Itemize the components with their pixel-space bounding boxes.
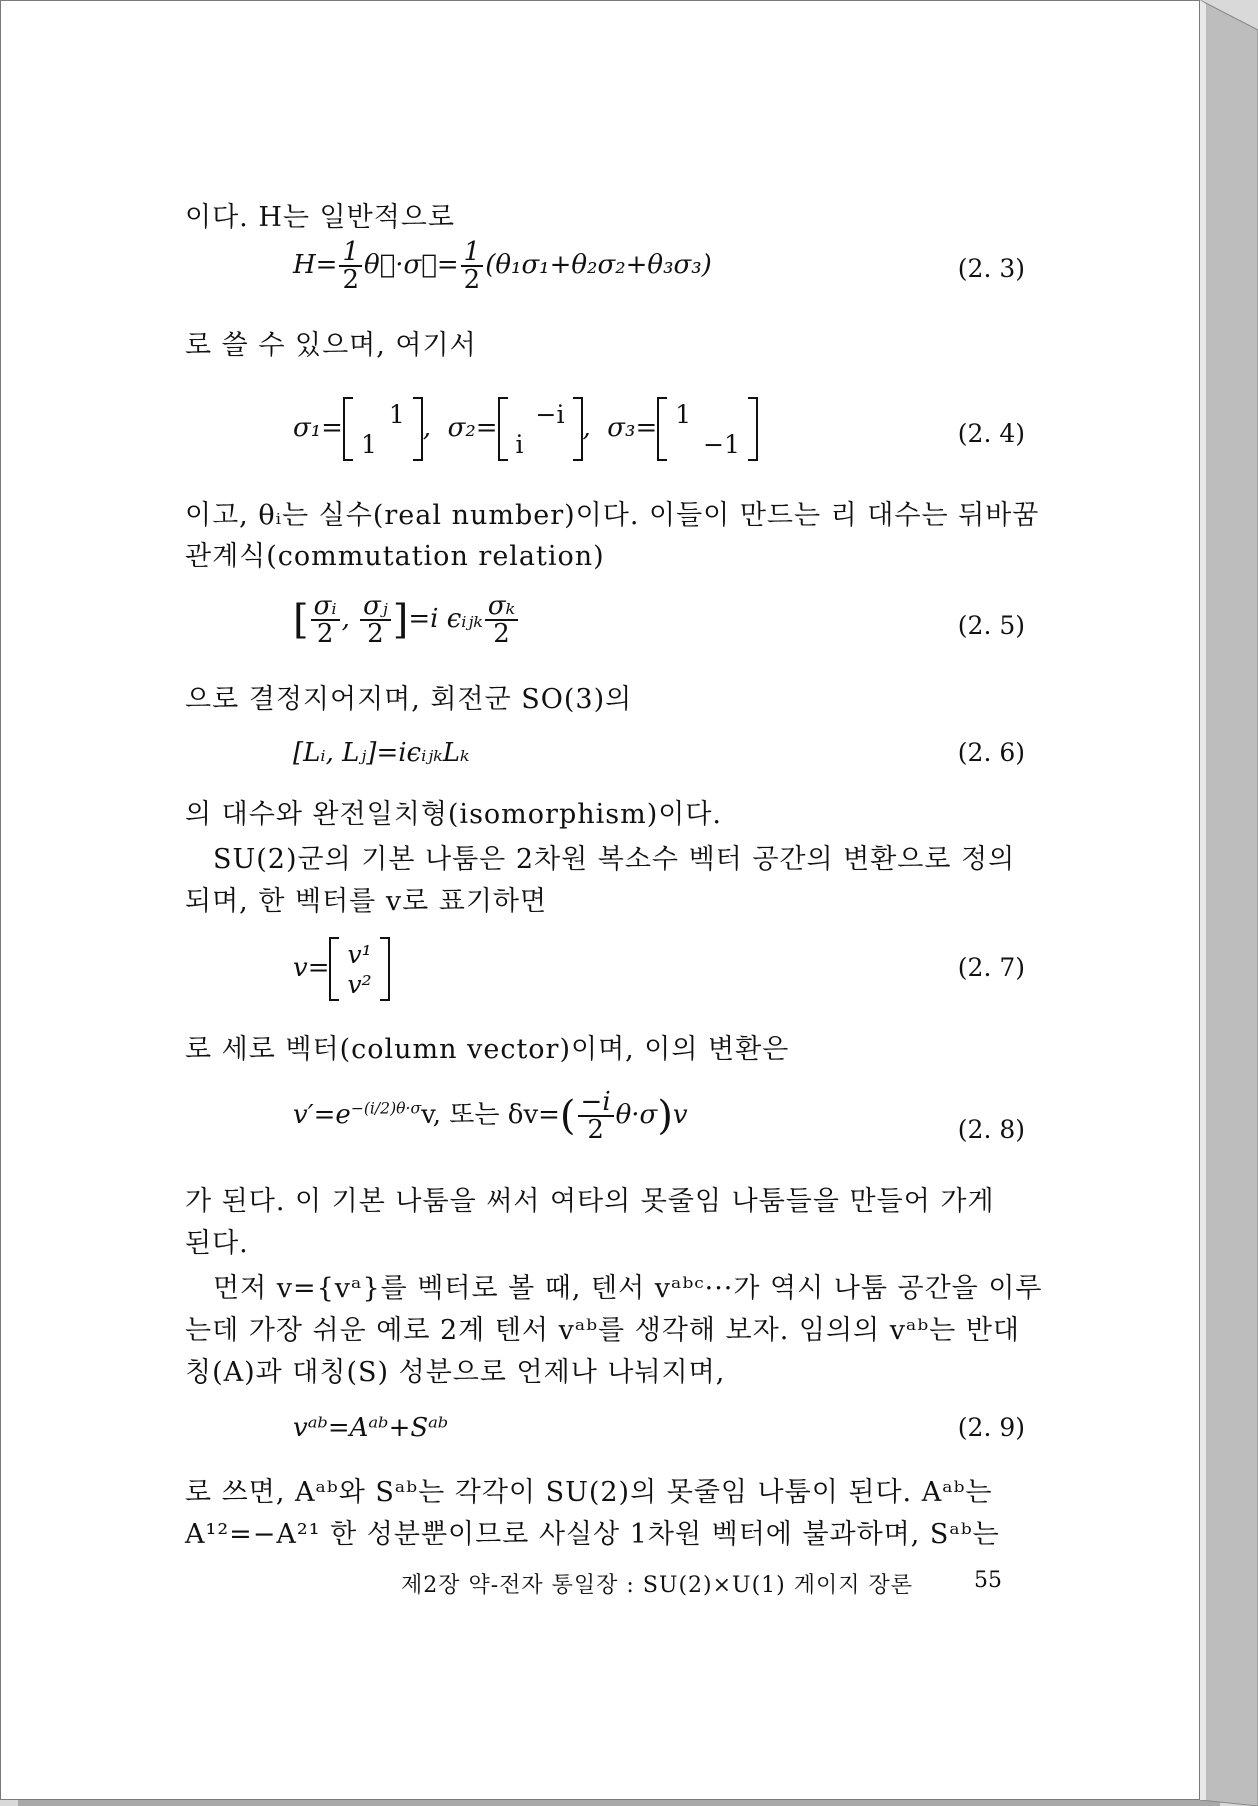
- text-line: 칭(A)과 대칭(S) 성분으로 언제나 나눠지며,: [185, 1357, 726, 1388]
- equation-number: (2. 5): [957, 611, 1025, 640]
- column-vector: v¹ v²: [329, 937, 389, 1001]
- equation-number: (2. 4): [957, 419, 1025, 448]
- text-line: 관계식(commutation relation): [185, 541, 605, 572]
- text-line: 가 된다. 이 기본 나툼을 써서 여타의 못줄임 나툼들을 만들어 가게: [185, 1186, 995, 1217]
- eq-lhs: H=: [293, 250, 338, 280]
- equation-2-4: σ₁= 1 1 , σ₂= −i i , σ₃= 1 −1: [293, 397, 758, 461]
- equation-2-9: vᵃᵇ=Aᵃᵇ+Sᵃᵇ: [293, 1413, 449, 1443]
- fraction: $\frac{1}{2}$: [339, 239, 362, 293]
- matrix: 1 −1: [657, 397, 758, 461]
- fraction: $\frac{1}{2}$: [461, 239, 484, 293]
- equation-number: (2. 3): [957, 254, 1025, 283]
- eq-rhs: (θ₁σ₁+θ₂σ₂+θ₃σ₃): [485, 250, 712, 280]
- matrix: −i i: [498, 397, 583, 461]
- page-curl-edge: [1200, 0, 1258, 1806]
- equation-number: (2. 6): [957, 738, 1025, 767]
- text-line: 로 쓸 수 있으며, 여기서: [185, 330, 477, 361]
- text-line: 로 쓰면, Aᵃᵇ와 Sᵃᵇ는 각각이 SU(2)의 못줄임 나툼이 된다. Aᵃᵇ는: [185, 1477, 993, 1508]
- equation-number: (2. 7): [957, 953, 1025, 982]
- equation-2-8: $v'=e^{-(i/2)\theta\cdot\sigma}v$, 또는 δv=( $\frac{-i}{2}$ θ·σ)v: [293, 1087, 688, 1145]
- equation-2-6: [Lᵢ, Lⱼ]=iϵᵢⱼₖLₖ: [293, 738, 470, 768]
- matrix: 1 1: [343, 397, 423, 461]
- text-line: 이다. H는 일반적으로: [185, 202, 455, 233]
- text-line: SU(2)군의 기본 나툼은 2차원 복소수 벡터 공간의 변환으로 정의: [213, 844, 1016, 875]
- equation-2-5: [ $\frac{\text{σᵢ}}{2}$ , $\frac{\text{σⱼ}}{2}$ ]=i ϵᵢⱼₖ $\frac{\text{σₖ}}{2}$: [293, 593, 520, 647]
- running-footer: 제2장 약-전자 통일장 : SU(2)×U(1) 게이지 장론: [401, 1573, 913, 1598]
- text-line: 의 대수와 완전일치형(isomorphism)이다.: [185, 799, 722, 830]
- text-line: 으로 결정지어지며, 회전군 SO(3)의: [185, 684, 633, 715]
- text-line: 되며, 한 벡터를 v로 표기하면: [185, 886, 548, 917]
- equation-2-3: [293, 239, 712, 293]
- text-line: 는데 가장 쉬운 예로 2계 텐서 vᵃᵇ를 생각해 보자. 임의의 vᵃᵇ는 반대: [185, 1315, 1020, 1346]
- page-number: 55: [974, 1568, 1002, 1593]
- equation-2-7: v= v¹ v²: [293, 937, 390, 1001]
- text-line: 된다.: [185, 1228, 249, 1259]
- text-line: A¹²=−A²¹ 한 성분뿐이므로 사실상 1차원 벡터에 불과하며, Sᵃᵇ는: [185, 1519, 1000, 1550]
- text-line: 먼저 v={vᵃ}를 벡터로 볼 때, 텐서 vᵃᵇᶜ···가 역시 나툼 공간을 이루: [213, 1273, 1043, 1304]
- text-line: 로 세로 벡터(column vector)이며, 이의 변환은: [185, 1034, 790, 1065]
- eq-mid: θ⃗·σ⃗=: [364, 250, 459, 280]
- text-line: 이고, θᵢ는 실수(real number)이다. 이들이 만드는 리 대수는 뒤바꿈: [185, 500, 1040, 531]
- equation-number: (2. 8): [957, 1115, 1025, 1144]
- equation-number: (2. 9): [957, 1413, 1025, 1442]
